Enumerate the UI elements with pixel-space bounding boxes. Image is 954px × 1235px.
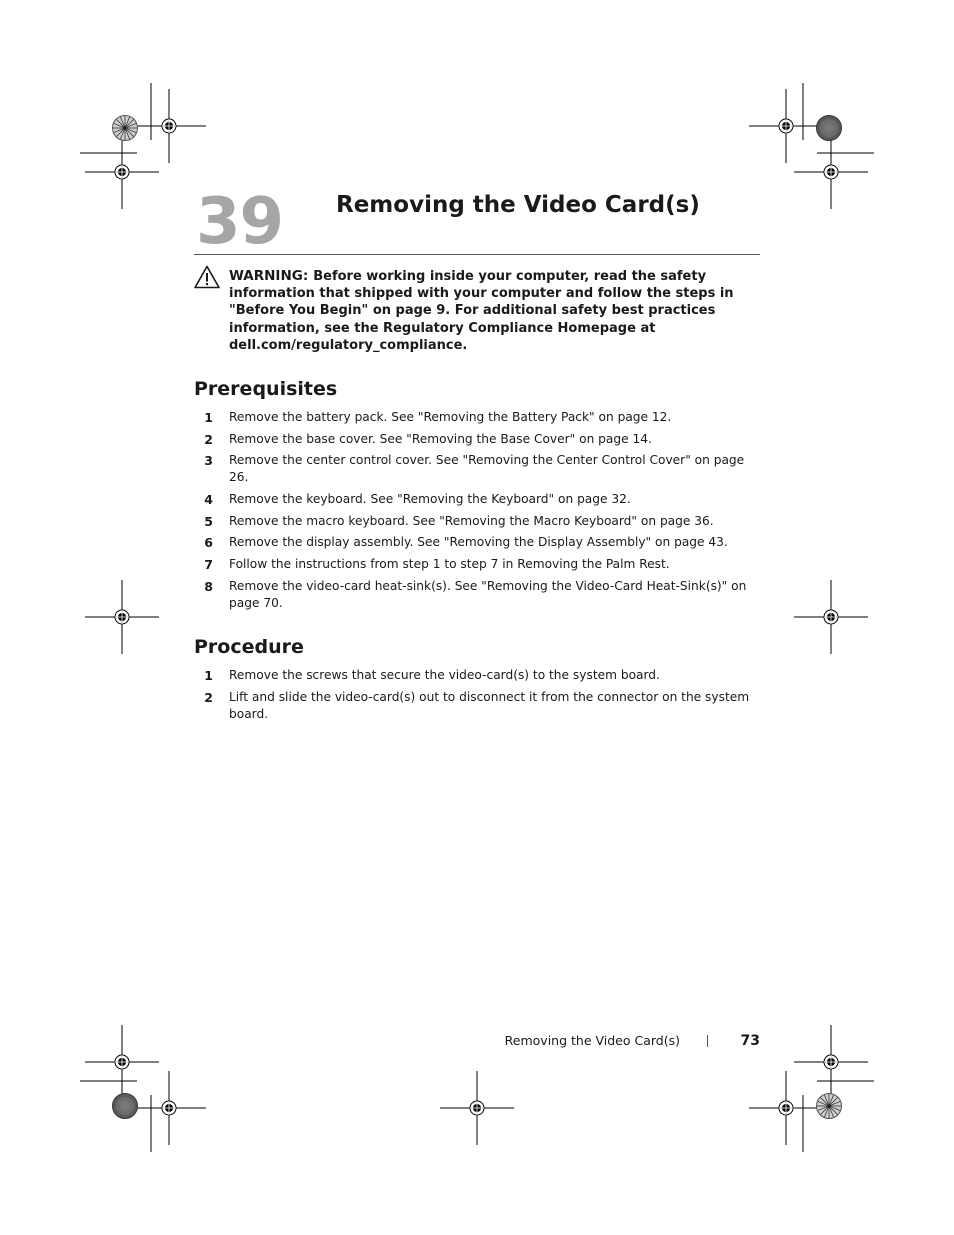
list-item (194, 689, 764, 723)
step-text: Remove the center control cover. See "Removing the Center Control Cover" on page 26. (229, 453, 745, 485)
step-text: Remove the macro keyboard. See "Removing the Macro Keyboard" on page 36. (229, 513, 714, 528)
chapter-number: 39 (196, 185, 284, 259)
step-number: 8 (204, 578, 213, 594)
registration-mark-icon (132, 1071, 206, 1145)
registration-mark-icon (85, 1025, 159, 1099)
step-number: 4 (204, 492, 213, 508)
step-text: Follow the instructions from step 1 to step 7 in Removing the Palm Rest. (229, 557, 670, 572)
list-item (194, 431, 764, 448)
list-item (194, 556, 764, 573)
step-text: Remove the keyboard. See "Removing the Keyboard" on page 32. (229, 492, 631, 507)
step-text: Lift and slide the video-card(s) out to disconnect it from the connector on the system board. (229, 689, 750, 721)
title-divider (194, 254, 760, 255)
warning-triangle-icon (194, 265, 220, 289)
list-item (194, 513, 764, 530)
step-number: 1 (204, 410, 213, 425)
registration-mark-icon (794, 580, 868, 654)
list-item (194, 409, 764, 426)
footer-separator (707, 1035, 708, 1047)
color-bar-disc-icon (817, 116, 842, 141)
registration-mark-icon (132, 89, 206, 163)
registration-mark-icon (749, 1071, 823, 1145)
warning-text (229, 268, 760, 354)
step-text: Remove the screws that secure the video-card(s) to the system board. (229, 668, 660, 682)
chapter-title: Removing the Video Card(s) (336, 192, 700, 218)
registration-mark-icon (794, 135, 868, 209)
page-number: 73 (740, 1033, 760, 1049)
step-text: Remove the base cover. See "Removing the Base Cover" on page 14. (229, 431, 652, 446)
step-number: 6 (204, 535, 213, 551)
step-number: 5 (204, 513, 213, 529)
procedure-list (194, 667, 764, 727)
prerequisites-heading: Prerequisites (194, 378, 338, 400)
step-text: Remove the battery pack. See "Removing the Battery Pack" on page 12. (229, 410, 672, 424)
warning-body: Before working inside your computer, read the safety information that shipped with your computer and follow the steps in "Before You Begin" on page 9. For additional safety best practices information, see the Regulatory Compliance Homepage at dell.com/regulatory_compliance. (229, 269, 734, 353)
step-text: Remove the video-card heat-sink(s). See "Removing the Video-Card Heat-Sink(s)" on page 70. (229, 578, 747, 610)
step-number: 7 (204, 557, 213, 573)
registration-mark-icon (794, 1025, 868, 1099)
warning-label: WARNING: (229, 268, 309, 284)
list-item (194, 667, 764, 684)
list-item (194, 534, 764, 551)
step-number: 3 (204, 453, 213, 469)
step-number: 2 (204, 431, 213, 447)
step-number: 1 (204, 668, 213, 683)
color-bar-disc-icon (817, 1094, 842, 1119)
registration-mark-icon (440, 1071, 514, 1145)
step-number: 2 (204, 689, 213, 705)
step-text: Remove the display assembly. See "Removing the Display Assembly" on page 43. (229, 535, 728, 550)
registration-mark-icon (85, 135, 159, 209)
registration-mark-icon (85, 580, 159, 654)
list-item (194, 452, 764, 486)
list-item (194, 578, 764, 612)
prerequisites-list (194, 409, 764, 617)
color-bar-disc-icon (113, 116, 138, 141)
procedure-heading: Procedure (194, 636, 304, 658)
footer-chapter-title: Removing the Video Card(s) (504, 1033, 680, 1048)
registration-mark-icon (749, 89, 823, 163)
color-bar-disc-icon (113, 1094, 138, 1119)
list-item (194, 491, 764, 508)
